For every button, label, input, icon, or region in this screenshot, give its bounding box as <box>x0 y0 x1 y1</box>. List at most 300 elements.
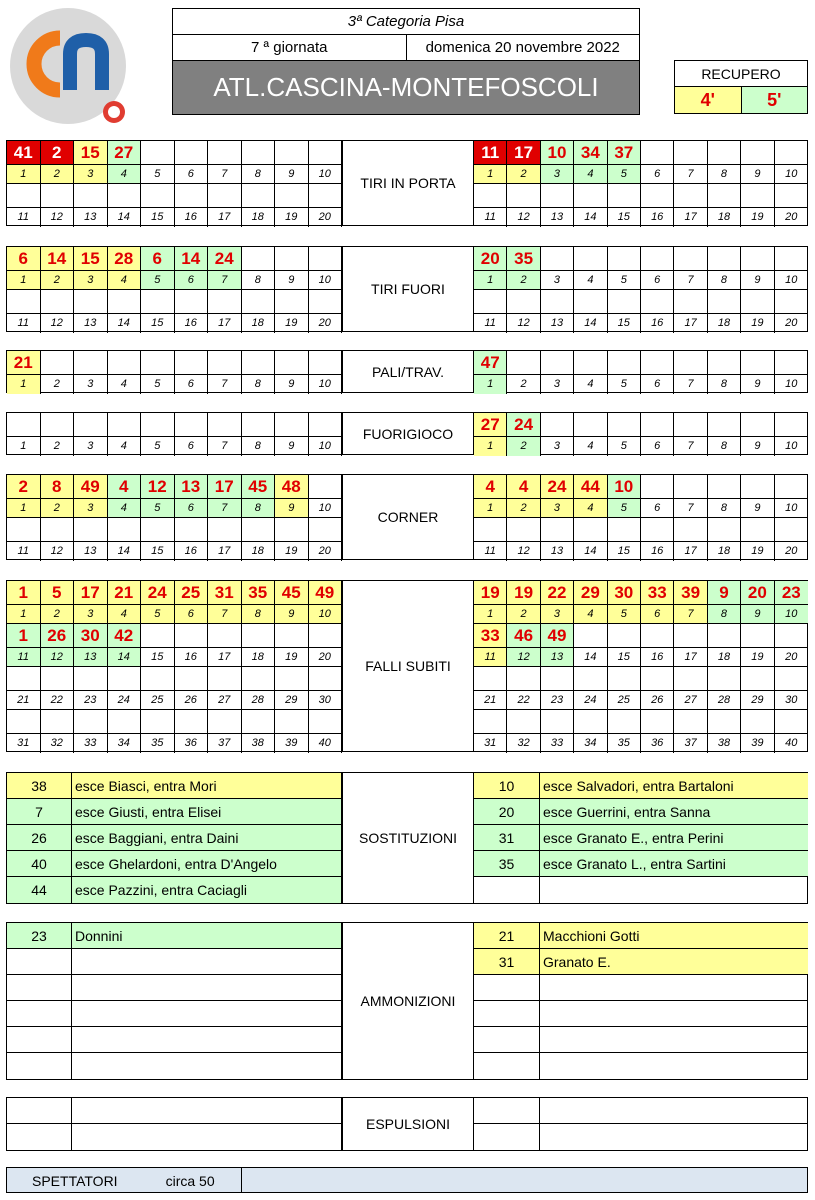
cell-number: 4 <box>108 165 142 184</box>
cell-value: 47 <box>474 351 507 375</box>
cell-value <box>775 184 808 208</box>
cell-value <box>74 518 108 542</box>
cell-number: 2 <box>41 499 75 518</box>
cell-number: 5 <box>608 375 641 394</box>
sub-text: esce Pazzini, entra Caciagli <box>72 877 342 903</box>
sub-minute: 38 <box>7 773 72 799</box>
cell-number: 34 <box>574 734 607 753</box>
cell-number: 8 <box>242 271 276 290</box>
cell-value <box>708 413 741 437</box>
cell-value: 26 <box>41 624 75 648</box>
cell-value <box>641 413 674 437</box>
cell-value <box>309 290 343 314</box>
cell-number: 16 <box>175 648 209 667</box>
cell-value <box>108 667 142 691</box>
cell-value <box>541 247 574 271</box>
cell-value <box>608 247 641 271</box>
cell-number: 15 <box>141 542 175 561</box>
cell-number: 3 <box>541 437 574 456</box>
cell-value <box>507 351 540 375</box>
section-label: AMMONIZIONI <box>342 923 474 1079</box>
cell-value <box>674 184 707 208</box>
cell-value <box>741 141 774 165</box>
cell-number: 8 <box>242 375 276 394</box>
section-falli <box>6 580 808 752</box>
cell-value <box>309 351 343 375</box>
cell-number: 8 <box>708 499 741 518</box>
cell-value <box>108 184 142 208</box>
cell-number: 10 <box>785 440 798 452</box>
cell-value: 49 <box>541 624 574 648</box>
cell-number: 23 <box>541 691 574 710</box>
cell-value <box>741 184 774 208</box>
cell-number: 10 <box>309 437 343 456</box>
cell-number: 4 <box>574 165 607 184</box>
cell-value <box>708 710 741 734</box>
cell-number: 20 <box>785 211 798 223</box>
cell-number: 17 <box>208 542 242 561</box>
cell-value <box>541 413 574 437</box>
cell-number: 9 <box>275 375 309 394</box>
cell-value <box>74 351 108 375</box>
cell-number: 18 <box>708 208 741 227</box>
score-grid-away <box>474 351 808 394</box>
list-home <box>7 773 342 903</box>
cell-value <box>641 351 674 375</box>
cell-number: 19 <box>741 314 774 333</box>
cell-value <box>275 413 309 437</box>
cell-value <box>108 351 142 375</box>
cell-value <box>7 710 41 734</box>
cell-value <box>574 184 607 208</box>
cell-value <box>74 413 108 437</box>
cell-number: 20 <box>785 545 798 557</box>
cell-number: 11 <box>474 648 507 667</box>
cell-value <box>608 351 641 375</box>
cell-number: 19 <box>741 648 774 667</box>
cell-number: 1 <box>7 165 41 184</box>
cell-number: 6 <box>641 499 674 518</box>
cell-value <box>708 247 741 271</box>
cell-number: 18 <box>242 542 276 561</box>
cell-value <box>541 351 574 375</box>
cell-number: 15 <box>141 208 175 227</box>
cell-number: 9 <box>741 437 774 456</box>
cell-number: 5 <box>608 499 641 518</box>
list-home <box>7 1098 342 1150</box>
cell-value <box>474 667 507 691</box>
cell-value <box>309 475 343 499</box>
cell-number: 2 <box>41 271 75 290</box>
cell-value <box>741 475 774 499</box>
cell-value <box>608 518 641 542</box>
cell-number: 24 <box>574 691 607 710</box>
cell-value: 31 <box>208 581 242 605</box>
cell-value <box>275 184 309 208</box>
cell-value <box>108 413 142 437</box>
cell-value <box>641 290 674 314</box>
entry-minute <box>474 1027 540 1053</box>
cell-value: 37 <box>608 141 641 165</box>
cell-value: 14 <box>175 247 209 271</box>
sub-minute: 35 <box>474 851 540 877</box>
entry-minute <box>7 1001 72 1027</box>
cell-value <box>641 518 674 542</box>
cell-number: 33 <box>541 734 574 753</box>
cell-value <box>242 184 276 208</box>
cell-number: 9 <box>275 437 309 456</box>
cell-value <box>242 247 276 271</box>
cell-number: 15 <box>608 542 641 561</box>
cell-value: 17 <box>507 141 540 165</box>
cell-number: 10 <box>785 378 798 390</box>
entry-text <box>540 1053 808 1079</box>
cell-number: 5 <box>141 437 175 456</box>
cell-value <box>708 141 741 165</box>
cell-number: 7 <box>208 437 242 456</box>
cell-number: 5 <box>141 165 175 184</box>
cell-number: 30 <box>775 691 808 710</box>
cell-value <box>608 624 641 648</box>
cell-number: 7 <box>208 375 242 394</box>
cell-number: 28 <box>708 691 741 710</box>
cell-number: 36 <box>641 734 674 753</box>
cell-value <box>674 247 707 271</box>
cell-value <box>275 290 309 314</box>
cell-value <box>208 518 242 542</box>
cell-number: 1 <box>474 605 507 624</box>
cell-number: 8 <box>708 271 741 290</box>
cell-value: 30 <box>74 624 108 648</box>
cell-value <box>741 413 774 437</box>
cell-value: 27 <box>474 413 507 437</box>
cell-number: 5 <box>141 605 175 624</box>
recupero-first: 4' <box>675 87 742 113</box>
cell-number: 17 <box>674 208 707 227</box>
cell-number: 11 <box>7 208 41 227</box>
cell-number: 12 <box>41 648 75 667</box>
cell-number: 1 <box>474 437 507 456</box>
cell-number: 1 <box>7 271 41 290</box>
cell-number: 19 <box>741 542 774 561</box>
cell-value <box>507 290 540 314</box>
cell-number: 35 <box>141 734 175 753</box>
cell-number: 7 <box>674 499 707 518</box>
cell-number: 8 <box>708 375 741 394</box>
cell-number: 10 <box>775 271 808 290</box>
cell-number: 13 <box>74 314 108 333</box>
cell-number: 19 <box>275 208 309 227</box>
entry-minute <box>7 1124 72 1150</box>
section-label: FALLI SUBITI <box>342 581 474 751</box>
cell-number: 9 <box>275 271 309 290</box>
cell-number: 10 <box>309 165 343 184</box>
cell-number: 8 <box>242 605 276 624</box>
cell-number: 20 <box>775 648 808 667</box>
cell-value: 29 <box>574 581 607 605</box>
cell-value <box>108 710 142 734</box>
cell-value: 39 <box>674 581 707 605</box>
cell-number: 5 <box>141 375 175 394</box>
spettatori-value: circa 50 <box>165 1173 215 1189</box>
cell-value <box>708 184 741 208</box>
cell-number: 6 <box>641 165 674 184</box>
cell-value <box>141 667 175 691</box>
cell-value <box>708 518 741 542</box>
cell-value <box>741 710 774 734</box>
cell-number: 12 <box>507 542 540 561</box>
cell-number: 4 <box>574 499 607 518</box>
cell-value: 15 <box>74 141 108 165</box>
score-grid-home <box>7 141 342 227</box>
cell-value: 12 <box>141 475 175 499</box>
cell-number: 4 <box>108 437 142 456</box>
cell-value <box>608 710 641 734</box>
entry-minute: 31 <box>474 949 540 975</box>
cell-number: 18 <box>242 314 276 333</box>
cell-number: 6 <box>641 271 674 290</box>
list-away <box>474 1098 808 1150</box>
cell-value <box>641 184 674 208</box>
cell-value: 49 <box>74 475 108 499</box>
cell-number: 5 <box>608 271 641 290</box>
cell-value <box>507 518 540 542</box>
cell-number: 31 <box>474 734 507 753</box>
cell-value <box>574 413 607 437</box>
cell-value: 13 <box>175 475 209 499</box>
score-grid-home <box>7 247 342 333</box>
entry-text <box>540 975 808 1001</box>
cell-number: 2 <box>41 165 75 184</box>
cell-number: 10 <box>309 605 343 624</box>
cell-number: 5 <box>608 605 641 624</box>
cell-value <box>541 710 574 734</box>
section-pali <box>6 350 808 393</box>
cell-value <box>141 184 175 208</box>
cell-number: 35 <box>608 734 641 753</box>
cell-number: 6 <box>175 499 209 518</box>
cell-value <box>275 624 309 648</box>
cell-number: 15 <box>608 314 641 333</box>
cell-number: 7 <box>674 165 707 184</box>
cell-number: 29 <box>741 691 774 710</box>
cell-value <box>674 290 707 314</box>
cell-value <box>175 184 209 208</box>
score-grid-home <box>7 351 342 394</box>
cell-value <box>309 413 343 437</box>
cell-value <box>574 290 607 314</box>
cell-number: 7 <box>208 165 242 184</box>
cell-number: 2 <box>507 375 540 394</box>
cell-number: 23 <box>74 691 108 710</box>
score-grid-home <box>7 475 342 561</box>
cell-number: 13 <box>74 648 108 667</box>
cell-number: 12 <box>507 208 540 227</box>
cell-number: 38 <box>708 734 741 753</box>
cell-number: 7 <box>674 605 707 624</box>
entry-text <box>540 1001 808 1027</box>
cell-number: 30 <box>309 691 343 710</box>
sub-text: esce Granato E., entra Perini <box>540 825 808 851</box>
cell-value: 34 <box>574 141 607 165</box>
cell-value <box>775 351 808 375</box>
cell-value: 20 <box>474 247 507 271</box>
cell-number: 10 <box>775 499 808 518</box>
cell-number: 8 <box>708 437 741 456</box>
cell-number: 17 <box>674 542 707 561</box>
sub-text: esce Baggiani, entra Daini <box>72 825 342 851</box>
cell-number: 9 <box>741 271 774 290</box>
cell-value <box>275 351 309 375</box>
cell-value <box>775 290 808 314</box>
cell-number: 2 <box>507 499 540 518</box>
cell-number: 4 <box>574 375 607 394</box>
cell-number: 1 <box>7 375 41 394</box>
entry-minute <box>474 1098 540 1124</box>
cell-number: 3 <box>74 499 108 518</box>
cell-value: 11 <box>474 141 507 165</box>
cell-value <box>41 184 75 208</box>
sub-text: esce Giusti, entra Elisei <box>72 799 342 825</box>
cell-number: 9 <box>741 165 774 184</box>
cell-number: 12 <box>41 542 75 561</box>
section-label: TIRI IN PORTA <box>342 141 474 225</box>
cell-value: 19 <box>474 581 507 605</box>
cell-number: 3 <box>541 271 574 290</box>
cell-number: 10 <box>309 499 343 518</box>
cell-number: 19 <box>741 208 774 227</box>
cell-value <box>541 518 574 542</box>
cell-value: 14 <box>41 247 75 271</box>
cell-value <box>175 667 209 691</box>
cell-value <box>7 518 41 542</box>
cell-number: 12 <box>507 648 540 667</box>
cell-value <box>775 413 808 437</box>
cell-value: 21 <box>108 581 142 605</box>
cell-number: 13 <box>541 314 574 333</box>
cell-value <box>674 351 707 375</box>
cell-value <box>175 351 209 375</box>
sub-text: esce Ghelardoni, entra D'Angelo <box>72 851 342 877</box>
entry-text: Macchioni Gotti <box>540 923 808 949</box>
cell-number: 14 <box>108 542 142 561</box>
match-title: ATL.CASCINA-MONTEFOSCOLI <box>173 61 639 114</box>
cell-value <box>41 710 75 734</box>
cell-number: 10 <box>775 605 808 624</box>
score-grid-away <box>474 141 808 227</box>
cell-value <box>208 290 242 314</box>
cell-value <box>208 413 242 437</box>
cell-value: 25 <box>175 581 209 605</box>
cell-number: 1 <box>474 375 507 394</box>
cell-value: 33 <box>641 581 674 605</box>
cell-value <box>708 667 741 691</box>
cell-number: 28 <box>242 691 276 710</box>
cell-value <box>574 351 607 375</box>
cell-value <box>741 624 774 648</box>
cell-value <box>74 667 108 691</box>
cell-number: 1 <box>474 499 507 518</box>
category: 3ª Categoria Pisa <box>173 9 639 35</box>
cell-number: 2 <box>507 271 540 290</box>
cell-value: 15 <box>74 247 108 271</box>
entry-minute <box>7 1053 72 1079</box>
cell-number: 3 <box>74 375 108 394</box>
score-grid-away <box>474 413 808 456</box>
entry-text <box>72 1098 342 1124</box>
sub-minute: 7 <box>7 799 72 825</box>
cell-value <box>474 710 507 734</box>
cell-number: 11 <box>474 208 507 227</box>
cell-number: 37 <box>674 734 707 753</box>
cell-number: 12 <box>41 208 75 227</box>
cell-number: 38 <box>242 734 276 753</box>
sub-text <box>540 877 808 903</box>
cell-number: 3 <box>74 165 108 184</box>
cell-number: 20 <box>309 648 343 667</box>
cell-value <box>574 518 607 542</box>
entry-text <box>72 1124 342 1150</box>
cell-number: 22 <box>41 691 75 710</box>
cell-number: 31 <box>7 734 41 753</box>
entry-minute <box>7 1027 72 1053</box>
cell-value <box>41 290 75 314</box>
cell-value <box>674 710 707 734</box>
cell-value: 27 <box>108 141 142 165</box>
cell-number: 22 <box>507 691 540 710</box>
cell-value: 42 <box>108 624 142 648</box>
cell-value <box>175 518 209 542</box>
cell-number: 3 <box>541 375 574 394</box>
cell-number: 3 <box>74 605 108 624</box>
cell-value: 45 <box>242 475 276 499</box>
entry-minute <box>474 1053 540 1079</box>
cell-value <box>141 518 175 542</box>
cell-number: 17 <box>208 208 242 227</box>
section-tiri-fuori <box>6 246 808 332</box>
cell-number: 27 <box>208 691 242 710</box>
cell-number: 16 <box>175 314 209 333</box>
cell-value <box>141 710 175 734</box>
cell-value: 1 <box>7 581 41 605</box>
cell-number: 14 <box>108 208 142 227</box>
cell-value <box>741 351 774 375</box>
entry-text <box>72 1027 342 1053</box>
cell-number: 13 <box>541 648 574 667</box>
cell-number: 11 <box>474 542 507 561</box>
section-corner <box>6 474 808 560</box>
cell-number: 39 <box>275 734 309 753</box>
cell-value <box>309 184 343 208</box>
cell-value <box>208 351 242 375</box>
cell-value <box>208 667 242 691</box>
cell-number: 15 <box>608 208 641 227</box>
cell-value <box>208 624 242 648</box>
cell-value <box>674 141 707 165</box>
sub-text: esce Salvadori, entra Bartaloni <box>540 773 808 799</box>
cell-number: 9 <box>275 499 309 518</box>
cell-value <box>108 518 142 542</box>
cell-number: 8 <box>708 165 741 184</box>
cell-number: 32 <box>41 734 75 753</box>
cell-number: 32 <box>507 734 540 753</box>
cell-value <box>309 710 343 734</box>
cell-value <box>708 624 741 648</box>
cell-number: 13 <box>541 542 574 561</box>
cell-value <box>574 247 607 271</box>
score-grid-away <box>474 247 808 333</box>
cell-value <box>41 518 75 542</box>
